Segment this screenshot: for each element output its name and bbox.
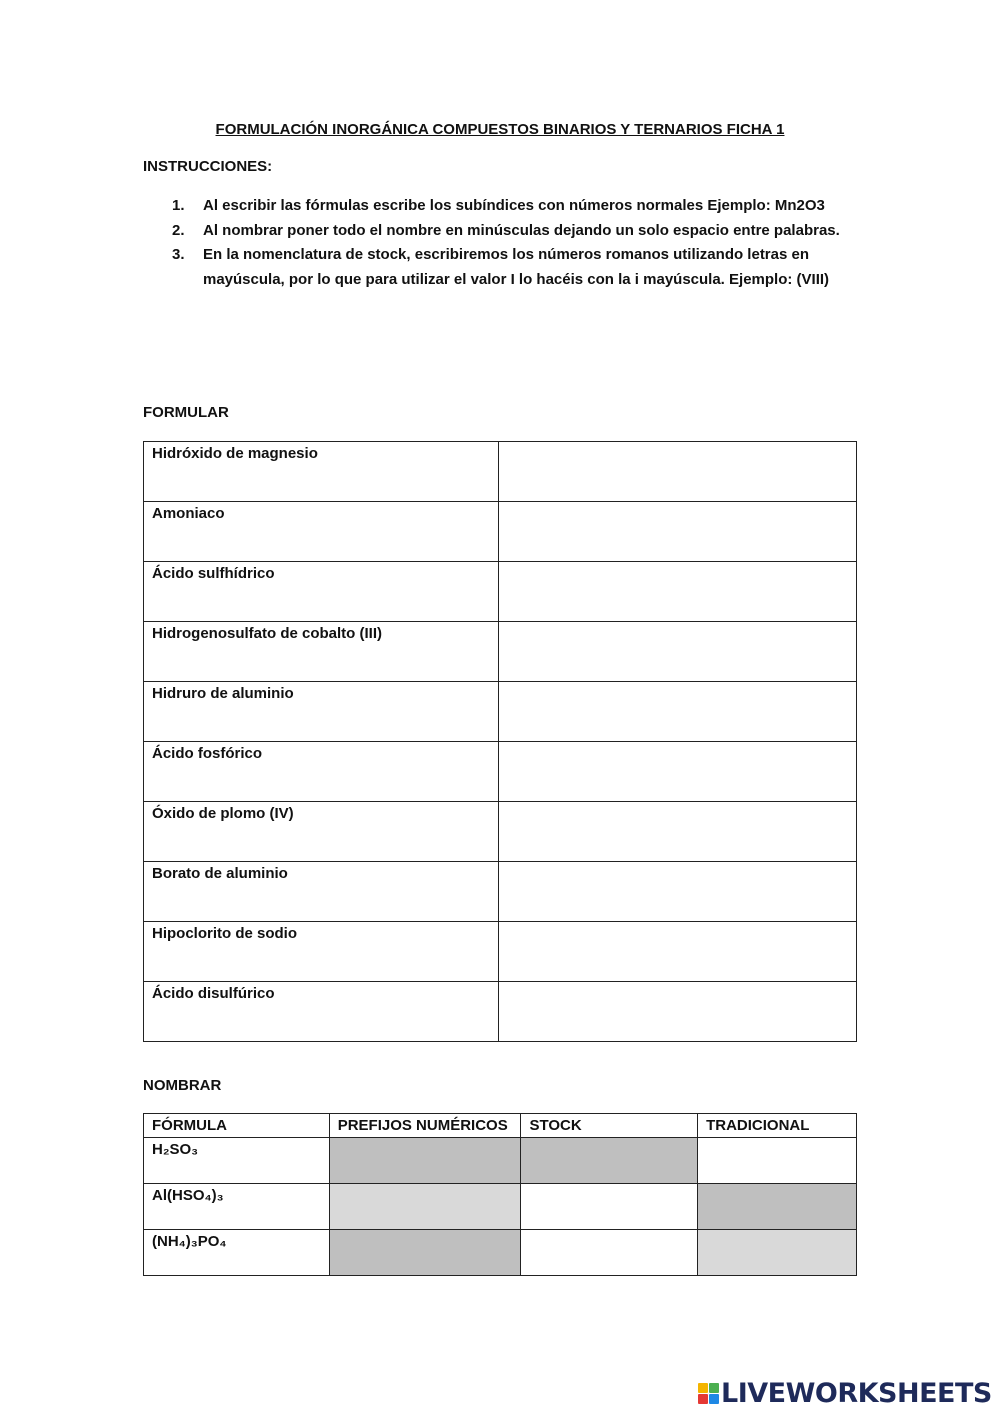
logo-square-yellow (698, 1383, 708, 1393)
formular-heading: FORMULAR (143, 404, 229, 421)
nombrar-table (143, 1113, 857, 1276)
logo-square-green (709, 1383, 719, 1393)
formula-answer-field[interactable] (499, 862, 857, 922)
logo-square-red (698, 1394, 708, 1404)
table-row (144, 1184, 857, 1230)
instructions-list (172, 194, 862, 292)
table-row (144, 502, 857, 562)
instruction-item (172, 219, 862, 244)
compound-name: Ácido disulfúrico (144, 982, 499, 1042)
table-row (144, 442, 857, 502)
prefijos-answer-field[interactable] (329, 1230, 521, 1276)
stock-answer-field[interactable] (521, 1138, 698, 1184)
compound-name: Amoniaco (144, 502, 499, 562)
formula-cell: (NH₄)₃PO₄ (144, 1230, 330, 1276)
compound-name: Borato de aluminio (144, 862, 499, 922)
table-header-row (144, 1114, 857, 1138)
table-row (144, 742, 857, 802)
formula-answer-field[interactable] (499, 622, 857, 682)
formula-answer-field[interactable] (499, 502, 857, 562)
formula-answer-field[interactable] (499, 442, 857, 502)
table-row (144, 802, 857, 862)
formula-answer-field[interactable] (499, 802, 857, 862)
prefijos-answer-field[interactable] (329, 1184, 521, 1230)
instruction-item (172, 243, 862, 292)
table-row (144, 862, 857, 922)
column-header: FÓRMULA (144, 1114, 330, 1138)
table-row (144, 1230, 857, 1276)
instruction-text: Al escribir las fórmulas escribe los subíndices con números normales Ejemplo: Mn2O3 (203, 197, 825, 214)
formula-cell: Al(HSO₄)₃ (144, 1184, 330, 1230)
compound-name: Hidróxido de magnesio (144, 442, 499, 502)
compound-name: Ácido sulfhídrico (144, 562, 499, 622)
formula-answer-field[interactable] (499, 982, 857, 1042)
table-row (144, 1138, 857, 1184)
table-row (144, 682, 857, 742)
column-header: PREFIJOS NUMÉRICOS (329, 1114, 521, 1138)
formula-answer-field[interactable] (499, 682, 857, 742)
instructions-heading: INSTRUCCIONES: (143, 158, 273, 175)
table-row (144, 982, 857, 1042)
formula-answer-field[interactable] (499, 562, 857, 622)
prefijos-answer-field[interactable] (329, 1138, 521, 1184)
liveworksheets-logo (698, 1376, 992, 1410)
column-header: TRADICIONAL (698, 1114, 857, 1138)
brand-text: LIVEWORKSHEETS (721, 1377, 992, 1409)
table-row (144, 622, 857, 682)
tradicional-answer-field[interactable] (698, 1184, 857, 1230)
column-header: STOCK (521, 1114, 698, 1138)
tradicional-answer-field[interactable] (698, 1138, 857, 1184)
formular-table (143, 441, 857, 1042)
compound-name: Ácido fosfórico (144, 742, 499, 802)
nombrar-heading: NOMBRAR (143, 1077, 222, 1094)
stock-answer-field[interactable] (521, 1230, 698, 1276)
instruction-number: 1. (172, 197, 185, 214)
compound-name: Hidrogenosulfato de cobalto (III) (144, 622, 499, 682)
stock-answer-field[interactable] (521, 1184, 698, 1230)
instruction-text: En la nomenclatura de stock, escribiremos los números romanos utilizando letras en mayúscula, por lo que para utilizar el valor I lo hacéis con la i mayúscula. Ejemplo: (VIII) (203, 246, 830, 288)
page-title: FORMULACIÓN INORGÁNICA COMPUESTOS BINARIOS Y TERNARIOS FICHA 1 (215, 121, 785, 138)
formula-answer-field[interactable] (499, 922, 857, 982)
instruction-text: Al nombrar poner todo el nombre en minúsculas dejando un solo espacio entre palabras. (203, 221, 840, 239)
formula-cell: H₂SO₃ (144, 1138, 330, 1184)
instruction-item (172, 194, 862, 219)
compound-name: Hidruro de aluminio (144, 682, 499, 742)
compound-name: Hipoclorito de sodio (144, 922, 499, 982)
logo-square-blue (709, 1394, 719, 1404)
liveworksheets-logo-icon (698, 1383, 719, 1404)
formula-answer-field[interactable] (499, 742, 857, 802)
compound-name: Óxido de plomo (IV) (144, 802, 499, 862)
tradicional-answer-field[interactable] (698, 1230, 857, 1276)
instruction-number: 3. (172, 246, 185, 263)
table-row (144, 922, 857, 982)
table-row (144, 562, 857, 622)
instruction-number: 2. (172, 221, 185, 239)
